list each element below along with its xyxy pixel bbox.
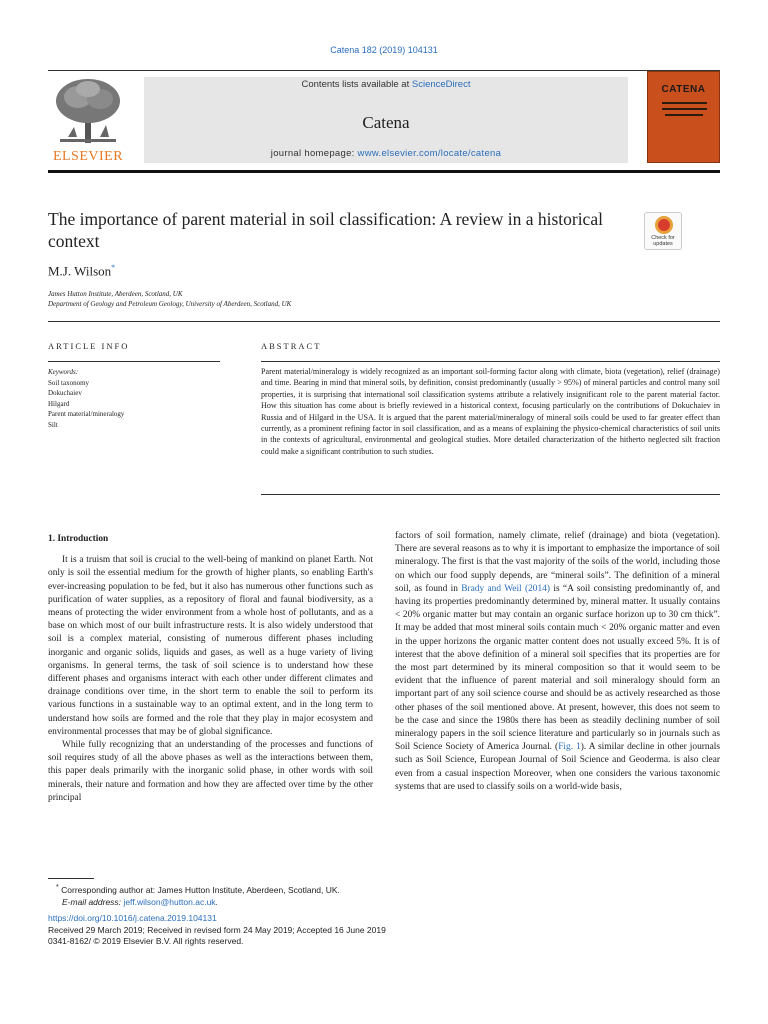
affiliation-2: Department of Geology and Petroleum Geology, University of Aberdeen, Scotland, UK [48,300,292,308]
header-box [144,77,628,163]
journal-name: Catena [362,113,410,132]
affiliation-rule [48,321,720,322]
text-span: is “A soil consisting predominantly of, and having its properties predominantly determined by, mineral matter. It usually contains < 20% organic matter but may contain an organic surface horizon up to 30 cm thick”. It may be added that most mineral soils contain much < 20% organic matter and even in the upper horizons the organic matter content does not usually exceed 5%. It is of interest that the above definition of a mineral soil specifies that its properties are for the most part determined by its mineral composition so that it would seem to be evident that the influence of parent material and soil mineralogy should form an important part of any soil science course and should be as actively researched as those other phases of the soil mentioned above. At present, however, this does not seem to be the case and since the 1980s there has been as steadily declining number of soil mineralogy papers in the soil science literature and particularly so in journals such as Soil Science Society of America Journal. ( [395,583,720,753]
cover-line [662,102,707,104]
author-footnote-mark[interactable]: * [111,263,116,272]
contents-prefix: Contents lists available at [301,79,410,90]
paragraph: While fully recognizing that an understanding of the processes and functions of soil requires study of all the above phases as well as the interactions between them, this paper deals primarily with the inorganic solid phase, in other words with soil minerals, their nature and formation and how they are affected over time by the other principal [48,740,373,803]
email-label: E-mail address: [62,896,122,907]
cover-line [662,108,707,110]
crossmark-icon [655,216,673,234]
dates-line: Received 29 March 2019; Received in revised form 24 May 2019; Accepted 16 June 2019 [48,924,386,935]
keyword-item: Dokuchaiev [48,389,82,397]
citation-link[interactable]: Brady and Weil (2014) [461,583,550,594]
keywords-heading: Keywords: [48,368,79,376]
paragraph: It is a truism that soil is crucial to the well-being of mankind on planet Earth. Not only is soil the essential medium for the growth of higher plants, so enabling Earth's ever-increasing population to be fed, but it also has numerous other functions such as purification of water supplies, as a repository of floral and faunal biodiversity, as a means of protecting the wider environment from a whole host of pollutants, and as a base on which most of our built infrastructure rests. It is also widely understood that soil is a complex material, consisting of numerous different phases including inorganic and organic solids, liquids and gases, as well as a huge variety of living organisms. In general terms, the task of soil science is to understand how these different phases and organisms interact with each other under different climates and drainage conditions over time, in the short term to enable the soil to perform its various functions in a sustainable way to an optimal extent, and in the long term to understand how soils are formed and the role that they play in major ecosystem and environmental processes that may be of global significance. [48,555,373,737]
email-link[interactable]: jeff.wilson@hutton.ac.uk [123,896,216,907]
author-name: M.J. Wilson [48,263,112,279]
text-span: ). A similar decline in other journals such as Soil Science, European Journal of Soil Science and Geoderma. is also clear even from a casual inspection Moreover, when one considers the various taxonomic systems that are used to classify soils on a world-wide basis, [395,742,720,792]
article-meta [48,913,386,948]
cover-line [665,114,703,116]
footnote-mark: * [56,883,59,891]
elsevier-logo [48,75,128,167]
paragraph [395,530,720,794]
keyword-item: Silt [48,420,58,429]
tree-logo-icon [48,75,128,151]
section-heading: 1. Introduction [48,534,109,544]
header-rule-bottom [48,170,720,173]
article-info-rule [48,361,220,362]
homepage-prefix: journal homepage: [270,148,355,159]
abstract-text: Parent material/mineralogy is widely recognized as an important soil-forming factor along with climate, biota (vegetation), relief (drainage) and time. Bearing in mind that mineral soils, by definition, consist predominantly (usually > 95%) of mineral particles and control many soil properties, it is surprising that international soil classification systems attribute a relatively insignificant role to the parent material factor. How this situation has come about is briefly reviewed in a historical context, focusing particularly on the contributions of Dokuchaiev in Russia and of Hilgard in the USA. It is argued that the parent material/mineralogy of mineral soils could be used to far greater effect than currently, as a prominent refining factor in soil classification, and as a means of explaining the physico-chemical characteristics of soil units in the contexts of agricultural, environmental and geological studies. More detailed characterization of the hitherto neglected silt fraction could make a significant contribution to such studies. [261,367,720,456]
corresponding-text: Corresponding author at: James Hutton Institute, Aberdeen, Scotland, UK. [61,884,340,895]
keyword-item: Parent material/mineralogy [48,410,125,418]
abstract-rule-top [261,361,720,362]
keywords-list [48,367,124,430]
footnote [48,881,340,908]
email-period: . [215,896,218,907]
journal-citation-link[interactable]: Catena 182 (2019) 104131 [330,45,438,55]
figure-link[interactable]: Fig. 1 [558,742,581,753]
cover-title: CATENA [661,84,706,95]
article-info-label: ARTICLE INFO [48,341,130,351]
check-for-updates-button[interactable] [644,212,682,250]
sciencedirect-link[interactable]: ScienceDirect [411,79,471,90]
journal-cover-image[interactable] [647,71,720,163]
email-line [48,896,340,908]
contents-line [144,79,628,90]
abstract-label: ABSTRACT [261,341,322,351]
journal-header [48,71,720,167]
homepage-line [144,148,628,159]
author-line [48,263,115,279]
copyright-line: 0341-8162/ © 2019 Elsevier B.V. All rights reserved. [48,936,244,946]
check-updates-label: Check for updates [651,235,675,247]
text-span: factors of soil formation, namely climate, relief (drainage) and biota (vegetation). There are several reasons as to why it is important to emphasize the importance of soil mineralogy. The first is that the vast majority of the soils of the world, including those on which our food supply depends, are “mineral soils”. The definition of a mineral soil, as found in [395,531,720,594]
doi-link[interactable]: https://doi.org/10.1016/j.catena.2019.104131 [48,913,217,923]
journal-homepage-link[interactable]: www.elsevier.com/locate/catena [357,148,502,159]
corresponding-author-note [48,881,340,896]
article-title: The importance of parent material in soil classification: A review in a historical context [48,209,603,251]
body-column-right [395,530,720,794]
affiliation-1: James Hutton Institute, Aberdeen, Scotland, UK [48,290,183,298]
keyword-item: Hilgard [48,399,70,408]
publisher-name: ELSEVIER [52,149,124,164]
body-column-left [48,533,373,805]
keyword-item: Soil taxonomy [48,378,90,387]
footnote-rule [48,878,94,879]
abstract-rule-bottom [261,494,720,495]
